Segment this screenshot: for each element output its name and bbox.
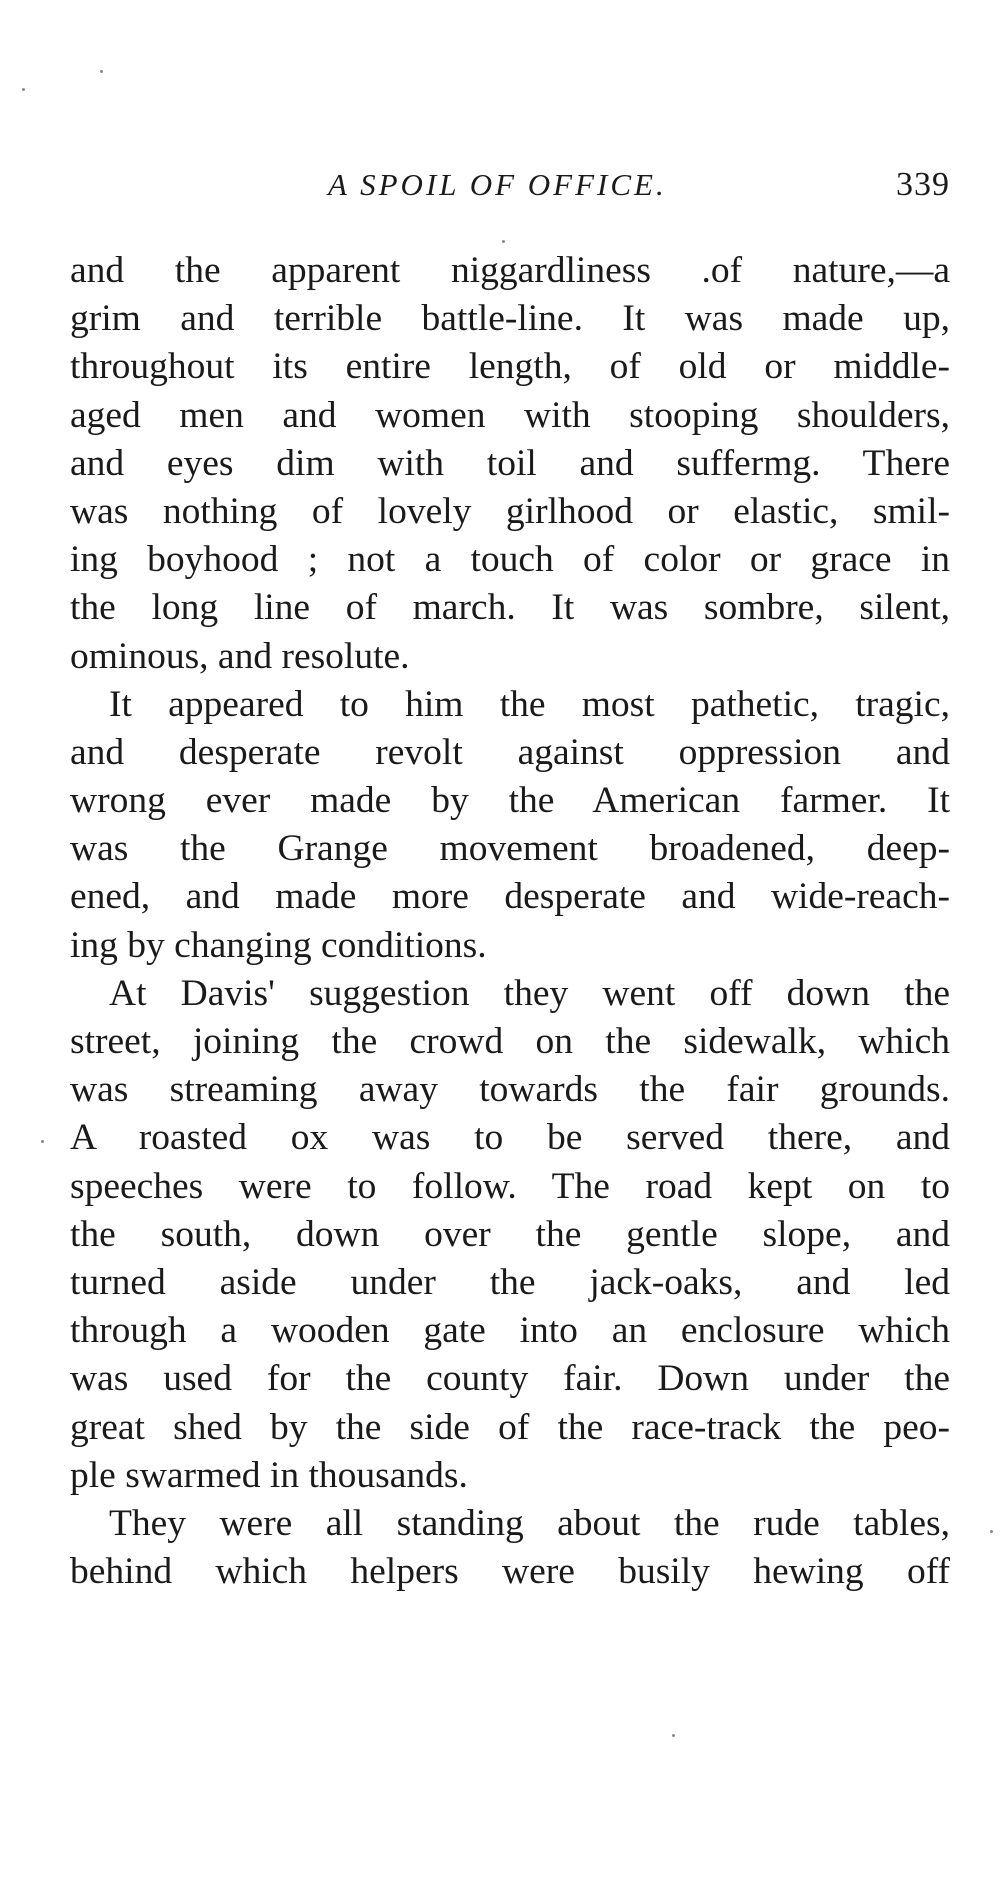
text-line: was streaming away towards the fair grounds. bbox=[70, 1069, 950, 1111]
text-line: ing by changing conditions. bbox=[70, 924, 487, 966]
text-line: the long line of march. It was sombre, silent, bbox=[70, 587, 950, 629]
text-line: It appeared to him the most pathetic, tragic, bbox=[109, 683, 950, 725]
text-line: great shed by the side of the race-track the peo- bbox=[70, 1406, 950, 1448]
page-number: 339 bbox=[896, 166, 950, 203]
text-line: ominous, and resolute. bbox=[70, 635, 410, 677]
text-line: speeches were to follow. The road kept on to bbox=[70, 1165, 950, 1207]
text-line: the south, down over the gentle slope, and bbox=[70, 1213, 950, 1255]
paragraph-4 bbox=[70, 1500, 950, 1596]
running-head bbox=[70, 160, 950, 210]
text-line: ple swarmed in thousands. bbox=[70, 1454, 468, 1496]
paragraph-1 bbox=[70, 247, 950, 681]
scan-speck bbox=[672, 1734, 675, 1737]
text-line: grim and terrible battle-line. It was made up, bbox=[70, 298, 950, 340]
text-line: ing boyhood ; not a touch of color or grace in bbox=[70, 539, 950, 581]
scan-speck bbox=[100, 70, 103, 73]
body-text bbox=[70, 247, 950, 1596]
text-line: At Davis' suggestion they went off down the bbox=[109, 972, 950, 1014]
paragraph-3 bbox=[70, 970, 950, 1500]
text-line: aged men and women with stooping shoulders, bbox=[70, 394, 950, 436]
paragraph-2 bbox=[70, 681, 950, 970]
scan-speck bbox=[22, 88, 25, 91]
text-line: and desperate revolt against oppression and bbox=[70, 731, 950, 773]
text-line: ened, and made more desperate and wide-reach- bbox=[70, 876, 950, 918]
text-line: wrong ever made by the American farmer. It bbox=[70, 780, 950, 822]
text-line: was nothing of lovely girlhood or elastic, smil- bbox=[70, 490, 950, 532]
text-line: was the Grange movement broadened, deep- bbox=[70, 828, 950, 870]
running-title: A SPOIL OF OFFICE. bbox=[328, 167, 667, 202]
text-line: turned aside under the jack-oaks, and led bbox=[70, 1261, 950, 1303]
text-line: and the apparent niggardliness .of nature,—a bbox=[70, 250, 950, 291]
scan-speck bbox=[41, 1140, 44, 1143]
scan-speck bbox=[502, 240, 505, 243]
text-line: through a wooden gate into an enclosure which bbox=[70, 1310, 950, 1352]
scan-speck bbox=[990, 1530, 993, 1533]
text-line: throughout its entire length, of old or middle- bbox=[70, 346, 950, 388]
text-line: A roasted ox was to be served there, and bbox=[70, 1117, 950, 1159]
text-line: They were all standing about the rude tables, bbox=[109, 1502, 950, 1544]
text-line: and eyes dim with toil and suffermg. There bbox=[70, 442, 950, 484]
text-line: was used for the county fair. Down under the bbox=[70, 1358, 950, 1400]
text-line: behind which helpers were busily hewing off bbox=[70, 1551, 950, 1593]
text-line: street, joining the crowd on the sidewalk, which bbox=[70, 1021, 950, 1062]
